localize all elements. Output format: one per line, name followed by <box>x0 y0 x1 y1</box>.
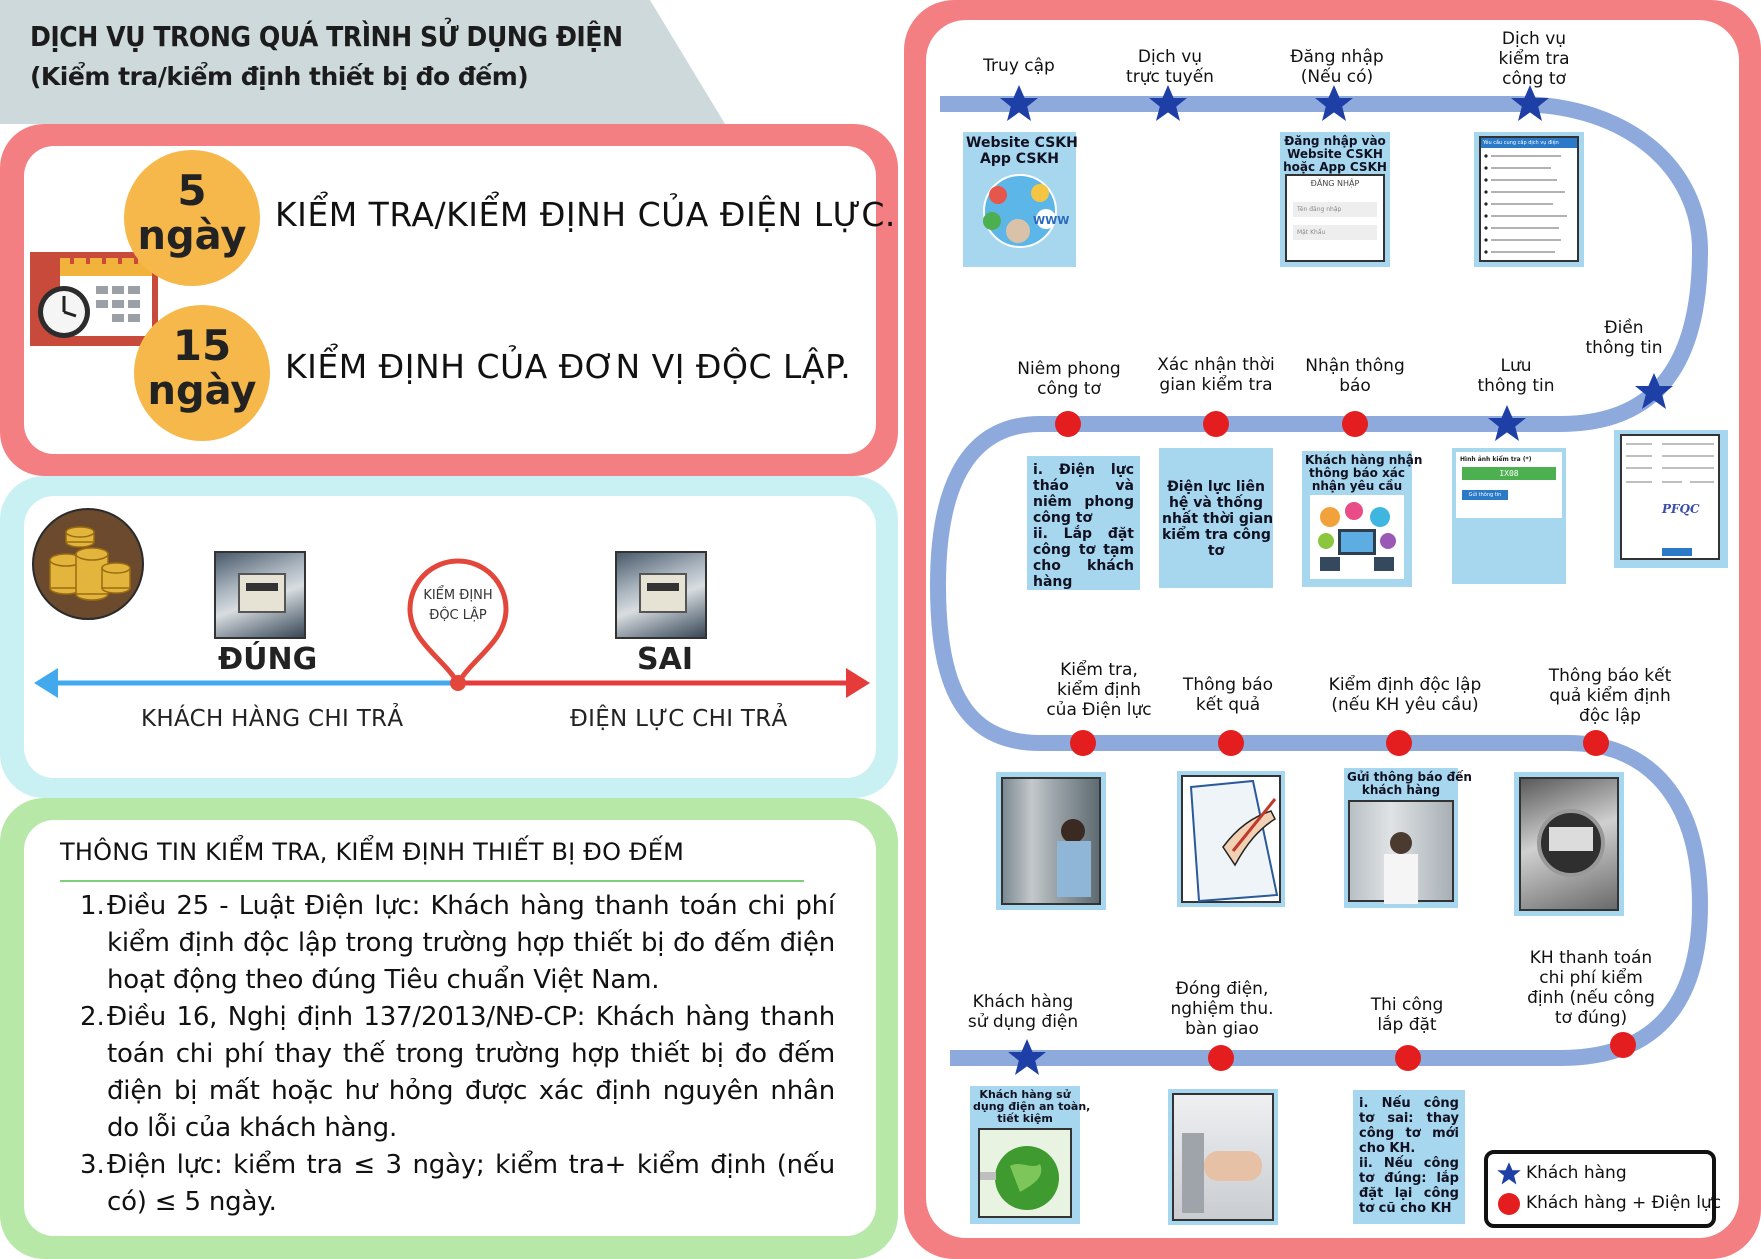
red-dot-marker-icon <box>1498 1193 1520 1215</box>
fill-info-card <box>1614 430 1728 568</box>
red-dot-marker-icon <box>1070 730 1096 756</box>
confirm-card-text: Điện lực liên hệ và thống nhất thời gian kiểm tra công tơ <box>1162 479 1274 559</box>
technician-photo <box>1348 800 1454 902</box>
step-label-meter-check-service: Dịch vụ kiểm tra công tơ <box>1498 29 1570 89</box>
red-dot-marker-icon <box>1342 411 1368 437</box>
red-dot-marker-icon <box>1208 1045 1234 1071</box>
star-marker-icon <box>1635 373 1673 409</box>
power-on-card <box>1168 1089 1278 1225</box>
info-item-text: Điện lực: kiểm tra ≤ 3 ngày; kiểm tra+ kiểm định (nếu có) ≤ 5 ngày. <box>107 1150 835 1217</box>
deadline-number: 15 <box>172 321 232 370</box>
deadline-text: KIỂM TRA/KIỂM ĐỊNH CỦA ĐIỆN LỰC. <box>275 195 896 234</box>
website-card <box>963 132 1076 267</box>
step-label-independent-inspection: Kiểm định độc lập (nếu KH yêu cầu) <box>1328 675 1482 715</box>
website-card-text: Website CSKH App CSKH <box>966 135 1078 167</box>
service-list-card <box>1474 132 1584 267</box>
red-dot-marker-icon <box>1610 1032 1636 1058</box>
step-label-customer-uses: Khách hàng sử dụng điện <box>967 992 1079 1032</box>
login-card-text: Đăng nhập vào Website CSKH hoặc App CSKH <box>1283 134 1387 174</box>
login-screen <box>1285 174 1385 262</box>
green-globe-photo <box>978 1128 1072 1218</box>
info-title: THÔNG TIN KIỂM TRA, KIỂM ĐỊNH THIẾT BỊ ĐO ĐẾM <box>60 838 685 866</box>
deadline-text: KIỂM ĐỊNH CỦA ĐƠN VỊ ĐỘC LẬP. <box>285 347 852 386</box>
star-marker-icon <box>1000 85 1038 121</box>
page-subtitle: (Kiểm tra/kiểm định thiết bị đo đếm) <box>30 62 529 91</box>
username-field: Tên đăng nhập <box>1293 202 1377 217</box>
install-card-text: i. Nếu công tơ sai: thay công tơ mới cho KH. ii. Nếu công tơ đúng: lắp đặt lại công tơ cũ cho KH <box>1359 1096 1459 1216</box>
captcha-submit-button: Gửi thông tin <box>1462 490 1508 500</box>
star-marker-icon <box>1511 85 1549 121</box>
deadline-unit: ngày <box>137 213 247 259</box>
safe-use-card <box>970 1086 1091 1224</box>
www-badge: WWW <box>1032 214 1069 227</box>
captcha-title: Hình ảnh kiểm tra (*) <box>1460 456 1532 463</box>
utility-inspection-card <box>996 772 1106 910</box>
notice-card <box>1302 451 1423 587</box>
star-marker-icon <box>1497 1162 1521 1184</box>
customer-pays-label: KHÁCH HÀNG CHI TRẢ <box>141 706 404 732</box>
pin-label-line1: KIỂM ĐỊNH <box>423 588 493 603</box>
step-label-notify-independent-result: Thông báo kết quả kiểm định độc lập <box>1548 666 1672 726</box>
notify-result-card <box>1177 771 1285 907</box>
legend-customer: Khách hàng <box>1526 1163 1627 1183</box>
red-dot-marker-icon <box>1055 411 1081 437</box>
step-label-customer-pays-fee: KH thanh toán chi phí kiểm định (nếu công tơ đúng) <box>1527 948 1655 1028</box>
step-label-notify-result: Thông báo kết quả <box>1182 675 1274 715</box>
info-item-number: 2. <box>80 1002 105 1032</box>
utility-pays-label: ĐIỆN LỰC CHI TRẢ <box>570 706 788 732</box>
deadline-unit: ngày <box>147 368 257 414</box>
safe-use-card-text: Khách hàng sử dụng điện an toàn, tiết kiệm <box>973 1088 1091 1125</box>
form-captcha: PFQC <box>1662 502 1700 516</box>
confirm-card <box>1159 448 1273 588</box>
step-label-fill-info: Điền thông tin <box>1585 318 1663 358</box>
legend-markers <box>1494 1160 1524 1220</box>
info-item-text: Điều 25 - Luật Điện lực: Khách hàng thanh toán chi phí kiểm định độc lập trong trường hợp thiết bị đo đếm điện hoạt động theo đúng Tiêu chuẩn Việt Nam. <box>107 891 835 995</box>
red-dot-marker-icon <box>1203 411 1229 437</box>
meter-photo <box>1519 777 1619 911</box>
inspection-photo <box>1001 777 1101 905</box>
save-info-card <box>1452 448 1566 584</box>
captcha-code: IX08 <box>1462 467 1556 480</box>
star-marker-icon <box>1008 1039 1046 1075</box>
star-marker-icon <box>1149 85 1187 121</box>
signing-photo <box>1181 775 1281 903</box>
independent-result-card <box>1514 772 1624 916</box>
service-list-header: Yêu cầu cung cấp dịch vụ điện <box>1481 138 1577 148</box>
login-header: ĐĂNG NHẬP <box>1310 179 1360 188</box>
correct-label: ĐÚNG <box>218 642 318 677</box>
independent-inspection-card <box>1344 768 1472 908</box>
password-field: Mật Khẩu <box>1293 225 1377 240</box>
pin-label-line2: ĐỘC LẬP <box>429 608 487 623</box>
devices-icon <box>1310 495 1404 579</box>
step-label-receive-notice: Nhận thông báo <box>1305 356 1405 396</box>
info-item-number: 3. <box>80 1150 105 1180</box>
captcha-screen <box>1456 452 1562 518</box>
step-label-seal-meter: Niêm phong công tơ <box>1017 359 1121 399</box>
globe-apps-icon <box>970 169 1070 251</box>
step-label-save-info: Lưu thông tin <box>1477 356 1555 396</box>
legend-customer-and-utility: Khách hàng + Điện lực <box>1526 1193 1722 1213</box>
switch-photo <box>1172 1093 1274 1221</box>
service-list-lines <box>1481 148 1577 258</box>
deadline-number: 5 <box>177 166 207 215</box>
request-form-screen <box>1620 434 1720 560</box>
page-title: DỊCH VỤ TRONG QUÁ TRÌNH SỬ DỤNG ĐIỆN <box>30 20 623 53</box>
install-card <box>1353 1090 1465 1224</box>
notice-card-text: Khách hàng nhận thông báo xác nhận yêu cầu <box>1305 453 1423 493</box>
red-dot-marker-icon <box>1583 730 1609 756</box>
step-label-online-service: Dịch vụ trực tuyến <box>1126 47 1214 87</box>
step-label-confirm-time: Xác nhận thời gian kiểm tra <box>1157 355 1275 395</box>
red-dot-marker-icon <box>1395 1045 1421 1071</box>
wrong-label: SAI <box>637 642 693 677</box>
info-item-number: 1. <box>80 891 105 921</box>
step-label-utility-inspection: Kiểm tra, kiểm định của Điện lực <box>1046 660 1152 720</box>
seal-card-text: i. Điện lực tháo và niêm phong công tơ ii. Lắp đặt công tơ tạm cho khách hàng <box>1033 462 1134 590</box>
form-submit-button[interactable] <box>1662 548 1692 556</box>
send-notice-card-text: Gửi thông báo đến khách hàng <box>1347 770 1472 797</box>
login-card <box>1280 132 1390 267</box>
step-label-access: Truy cập <box>983 56 1055 76</box>
step-label-power-on: Đóng điện, nghiệm thu. bàn giao <box>1170 979 1274 1039</box>
seal-card <box>1027 456 1140 590</box>
step-label-install: Thi công lắp đặt <box>1370 995 1444 1035</box>
red-dot-marker-icon <box>1386 730 1412 756</box>
service-list-screen <box>1479 136 1579 262</box>
star-marker-icon <box>1488 405 1526 441</box>
step-label-login: Đăng nhập (Nếu có) <box>1290 47 1384 87</box>
star-marker-icon <box>1315 85 1353 121</box>
info-item-text: Điều 16, Nghị định 137/2013/NĐ-CP: Khách hàng thanh toán chi phí thay thế trong trường hợp thiết bị đo đếm điện bị mất hoặc hư hỏng được xác định nguyên nhân do lỗi của khách hàng. <box>107 1002 835 1143</box>
red-dot-marker-icon <box>1218 730 1244 756</box>
